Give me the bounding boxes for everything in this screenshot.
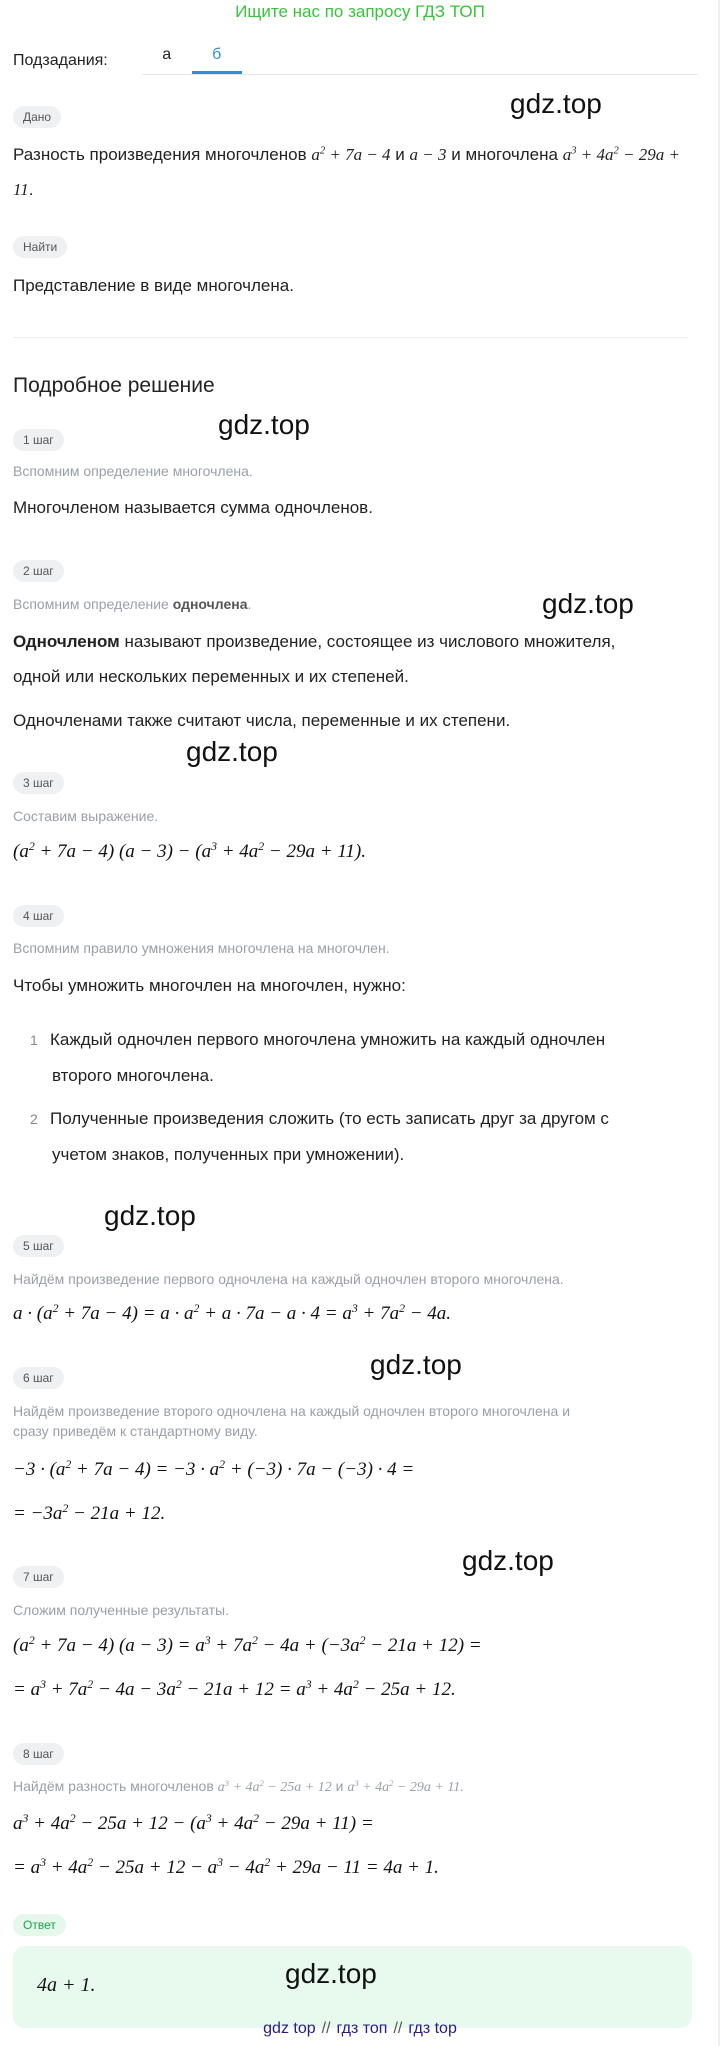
chip-step-8: 8 шаг bbox=[13, 1743, 64, 1765]
watermark: gdz.top bbox=[370, 1349, 462, 1380]
subtask-tab-a[interactable]: а bbox=[162, 46, 172, 63]
chip-step-2: 2 шаг bbox=[13, 560, 64, 582]
list-item-2 bbox=[30, 1101, 700, 1173]
footer-links bbox=[0, 2020, 720, 2038]
divider bbox=[13, 337, 688, 338]
chip-answer: Ответ bbox=[13, 1914, 66, 1936]
watermark: gdz.top bbox=[462, 1545, 554, 1576]
list-item-1-line2: второго многочлена. bbox=[52, 1066, 214, 1085]
answer-value: 4a + 1. bbox=[37, 1974, 96, 1996]
given-text bbox=[13, 137, 700, 207]
given-poly-2: a − 3 bbox=[409, 145, 447, 164]
step-8-equation-1: $a^3 + 4a^2 - 25a + 12 - (a^3 + 4a^2 - 29a + 11)$ = bbox=[13, 1811, 374, 1834]
list-num-2: 2 bbox=[30, 1111, 38, 1127]
step-4-text: Чтобы умножить многочлен на многочлен, нужно: bbox=[13, 976, 406, 995]
find-text: Представление в виде многочлена. bbox=[13, 276, 294, 295]
watermark: gdz.top bbox=[542, 588, 634, 619]
step-5-hint: Найдём произведение первого одночлена на каждый одночлен второго многочлена. bbox=[13, 1271, 564, 1287]
step-5-equation: $a \cdot (a^2 + 7a - 4) = a \cdot a^2 + a \cdot 7a - a \cdot 4 = a^3 + 7a^2 - 4a$. bbox=[13, 1301, 452, 1324]
given-poly-1: $a^2 + 7a - 4$ bbox=[311, 145, 391, 164]
chip-step-3: 3 шаг bbox=[13, 772, 64, 794]
footer-link-1[interactable]: gdz top bbox=[263, 2020, 316, 2037]
given-text-pre: Разность произведения многочленов bbox=[13, 145, 307, 164]
step-7-equation-1: $(a^2 + 7a - 4) (a - 3) = a^3 + 7a^2 - 4a + (-3a^2 - 21a + 12)$ = bbox=[13, 1633, 482, 1656]
chip-given: Дано bbox=[13, 106, 61, 128]
step-6-equation-1: $-3 \cdot (a^2 + 7a - 4) = -3 \cdot a^2 + (-3) \cdot 7a - (-3) \cdot 4$ = bbox=[13, 1457, 415, 1480]
step-8-hint-poly-2: $a^3 + 4a^2 - 29a + 11$. bbox=[347, 1777, 464, 1795]
subtask-tab-b[interactable]: б bbox=[192, 46, 242, 74]
subtask-tabs bbox=[142, 46, 698, 75]
footer-link-2[interactable]: гдз топ bbox=[336, 2020, 388, 2037]
chip-step-4: 4 шаг bbox=[13, 905, 64, 927]
step-8-hint-and: и bbox=[335, 1778, 344, 1794]
step-7-hint: Сложим полученные результаты. bbox=[13, 1602, 229, 1618]
step-2-hint-pre: Вспомним определение bbox=[13, 596, 169, 612]
step-1-hint: Вспомним определение многочлена. bbox=[13, 463, 253, 479]
step-4-hint: Вспомним правило умножения многочлена на многочлен. bbox=[13, 940, 390, 956]
chip-step-7: 7 шаг bbox=[13, 1566, 64, 1588]
watermark: gdz.top bbox=[285, 1958, 377, 1989]
list-num-1: 1 bbox=[30, 1032, 38, 1048]
step-8-hint-poly-1: $a^3 + 4a^2 - 25a + 12$ bbox=[217, 1777, 332, 1795]
step-2-text bbox=[13, 624, 700, 694]
step-1-text: Многочленом называется сумма одночленов. bbox=[13, 498, 373, 517]
step-8-hint-pre: Найдём разность многочленов bbox=[13, 1778, 214, 1794]
chip-find: Найти bbox=[13, 236, 67, 258]
list-item-1-line1: Каждый одночлен первого многочлена умножить на каждый одночлен bbox=[50, 1030, 606, 1049]
given-poly-3: $a^3 + 4a^2 - 29a + 11$ bbox=[13, 145, 680, 199]
chip-step-5: 5 шаг bbox=[13, 1235, 64, 1257]
step-2-text2: Одночленами также считают числа, переменные и их степени. bbox=[13, 711, 511, 730]
subtasks-label: Подзадания: bbox=[13, 51, 108, 69]
step-2-text-rest1: называют произведение, состоящее из числового множителя, bbox=[124, 632, 616, 651]
footer-sep: // bbox=[321, 2020, 331, 2037]
chip-step-6: 6 шаг bbox=[13, 1367, 64, 1389]
step-6-hint bbox=[13, 1401, 700, 1441]
step-3-equation: $(a^2 + 7a - 4) (a - 3) - (a^3 + 4a^2 - 29a + 11)$. bbox=[13, 839, 366, 862]
step-3-hint: Составим выражение. bbox=[13, 808, 159, 824]
top-banner[interactable]: Ищите нас по запросу ГДЗ ТОП bbox=[235, 2, 485, 21]
footer-link-3[interactable]: гдз top bbox=[408, 2020, 457, 2037]
step-7-equation-2: = $a^3 + 7a^2 - 4a - 3a^2 - 21a + 12 = a^3 + 4a^2 - 25a + 12$. bbox=[13, 1677, 456, 1700]
step-6-hint-2: сразу приведём к стандартному виду. bbox=[13, 1423, 258, 1439]
watermark: gdz.top bbox=[510, 88, 602, 119]
step-6-hint-1: Найдём произведение второго одночлена на каждый одночлен второго многочлена и bbox=[13, 1403, 571, 1419]
footer-sep: // bbox=[393, 2020, 403, 2037]
step-2-text-bold: Одночленом bbox=[13, 632, 120, 651]
given-and-1: и bbox=[395, 145, 405, 164]
step-2-hint-post: . bbox=[247, 596, 252, 612]
given-and-2: и многочлена bbox=[451, 145, 558, 164]
given-end: . bbox=[28, 180, 34, 199]
watermark: gdz.top bbox=[218, 409, 310, 440]
chip-step-1: 1 шаг bbox=[13, 429, 64, 451]
step-8-equation-2: = $a^3 + 4a^2 - 25a + 12 - a^3 - 4a^2 + 29a - 11 = 4a + 1$. bbox=[13, 1855, 439, 1878]
step-2-text-rest2: одной или нескольких переменных и их степеней. bbox=[13, 667, 409, 686]
list-item-2-line1: Полученные произведения сложить (то есть записать друг за другом с bbox=[50, 1109, 609, 1128]
watermark: gdz.top bbox=[104, 1200, 196, 1231]
step-8-hint bbox=[13, 1776, 700, 1798]
list-item-2-line2: учетом знаков, полученных при умножении). bbox=[52, 1145, 405, 1164]
step-2-hint-bold: одночлена bbox=[172, 596, 248, 612]
solution-title: Подробное решение bbox=[13, 374, 215, 397]
watermark: gdz.top bbox=[186, 736, 278, 767]
list-item-1 bbox=[30, 1022, 700, 1094]
subtasks-bar bbox=[13, 46, 698, 75]
step-6-equation-2: = $-3a^2 - 21a + 12$. bbox=[13, 1501, 166, 1524]
